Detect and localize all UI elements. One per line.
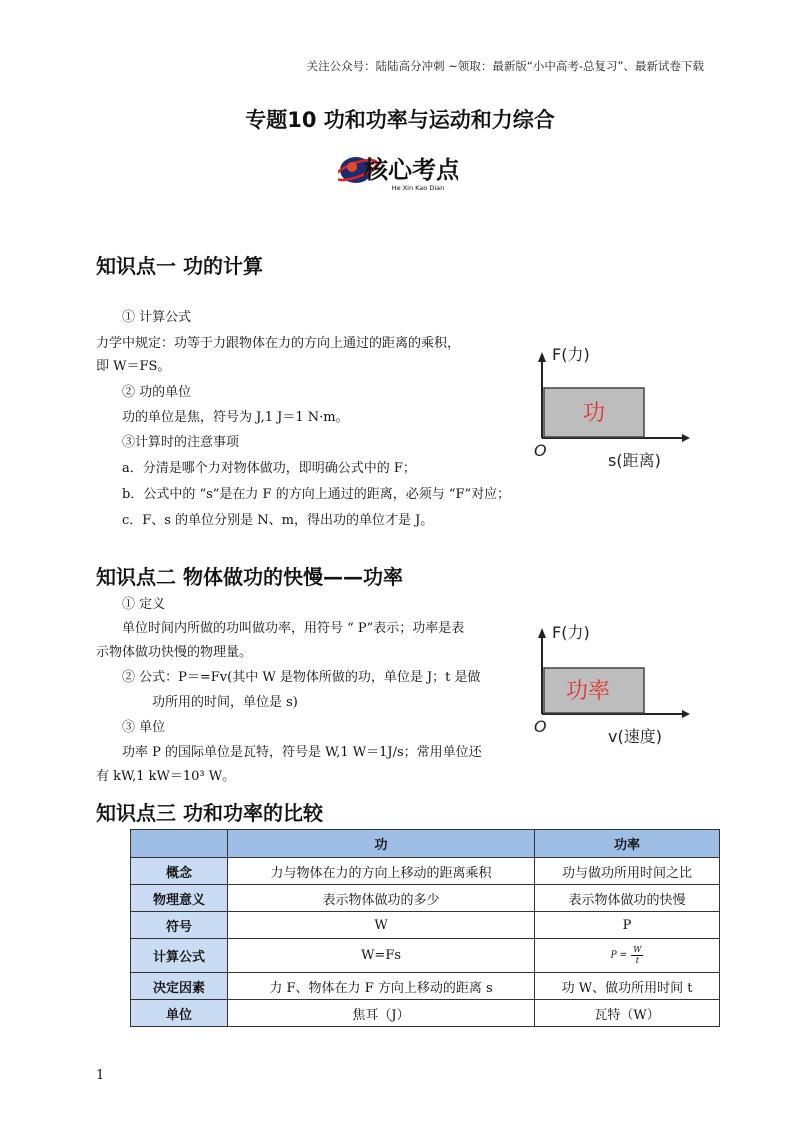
cell-work: W=Fs (228, 939, 535, 973)
cell-work: W (228, 912, 535, 939)
s1-line2: 力学中规定：功等于力跟物体在力的方向上通过的距离的乘积， (96, 336, 461, 351)
comparison-table (130, 829, 720, 1027)
s2-line3: 示物体做功快慢的物理量。 (96, 645, 253, 660)
s2-line2: 单位时间内所做的功叫做功率，用符号 “ P”表示；功率是表 (122, 621, 465, 636)
section2-heading: 知识点二 物体做功的快慢——功率 (96, 565, 403, 589)
y-axis-label: F(力) (552, 345, 590, 364)
row-label: 计算公式 (131, 939, 228, 973)
page-number: 1 (96, 1068, 105, 1083)
s1-line9: c．F、s 的单位分别是 N、m，得出功的单位才是 J。 (122, 513, 434, 528)
s1-line5: 功的单位是焦，符号为 J,1 J＝1 N·m。 (122, 410, 349, 425)
y-axis-label: F(力) (552, 623, 590, 642)
table-row (131, 939, 720, 973)
s2-line8: 有 kW,1 kW＝10³ W。 (96, 769, 236, 784)
section3-heading: 知识点三 功和功率的比较 (96, 801, 323, 825)
header-cell-work: 功 (228, 830, 535, 858)
s2-line7: 功率 P 的国际单位是瓦特，符号是 W,1 W＝1J/s；常用单位还 (122, 745, 482, 760)
table-row (131, 885, 720, 912)
cell-power: P (535, 912, 720, 939)
s1-line7: a．分清是哪个力对物体做功，即明确公式中的 F； (122, 461, 416, 476)
table-row (131, 973, 720, 1000)
logo (338, 148, 458, 192)
s1-line8: b．公式中的 “s”是在力 F 的方向上通过的距离，必须与 “F”对应； (122, 487, 511, 502)
work-diagram (530, 340, 690, 475)
s1-line6: ③计算时的注意事项 (122, 435, 240, 450)
cell-power: 瓦特（W） (535, 1000, 720, 1027)
cell-power-formula (535, 939, 720, 973)
y-axis-arrow (538, 628, 546, 638)
s2-line6: ③ 单位 (122, 720, 166, 735)
cell-power: 功与做功所用时间之比 (535, 858, 720, 885)
s2-line4: ② 公式：P＝=Fv(其中 W 是物体所做的功，单位是 J；t 是做 (122, 670, 481, 685)
origin-label: O (534, 441, 547, 460)
s1-line3: 即 W＝FS。 (96, 359, 171, 374)
table-row (131, 912, 720, 939)
origin-label: O (534, 717, 547, 736)
power-area-label: 功率 (565, 679, 611, 704)
cell-work: 力与物体在力的方向上移动的距离乘积 (228, 858, 535, 885)
section1-heading: 知识点一 功的计算 (96, 254, 263, 278)
y-axis-arrow (538, 352, 546, 362)
cell-work: 焦耳（J） (228, 1000, 535, 1027)
x-axis-label: v(速度) (608, 727, 662, 746)
row-label: 概念 (131, 858, 228, 885)
row-label: 符号 (131, 912, 228, 939)
work-area-label: 功 (582, 401, 606, 426)
header-cell-blank (131, 830, 228, 858)
cell-work: 表示物体做功的多少 (228, 885, 535, 912)
table-row (131, 858, 720, 885)
formula-lhs: P = (610, 950, 628, 961)
row-label: 决定因素 (131, 973, 228, 1000)
table-header-row (131, 830, 720, 858)
s2-line5: 功所用的时间，单位是 s) (152, 695, 298, 710)
s2-line1: ① 定义 (122, 597, 166, 612)
logo-graphic (338, 148, 458, 192)
page-title: 专题10 功和功率与运动和力综合 (245, 108, 555, 132)
table-row (131, 1000, 720, 1027)
header-cell-power: 功率 (535, 830, 720, 858)
x-axis-arrow (682, 710, 690, 718)
formula-fraction (631, 945, 643, 966)
formula-denominator: t (635, 956, 639, 965)
row-label: 单位 (131, 1000, 228, 1027)
logo-text: 核心考点 (364, 155, 458, 184)
s1-line4: ② 功的单位 (122, 385, 192, 400)
power-diagram (530, 616, 690, 751)
s1-line1: ① 计算公式 (122, 310, 192, 325)
x-axis-arrow (682, 434, 690, 442)
formula-numerator: W (633, 945, 642, 954)
logo-subtext: He Xin Kao Dian (391, 184, 445, 192)
cell-power: 表示物体做功的快慢 (535, 885, 720, 912)
cell-power: 功 W、做功所用时间 t (535, 973, 720, 1000)
cell-work: 力 F、物体在力 F 方向上移动的距离 s (228, 973, 535, 1000)
page-header: 关注公众号：陆陆高分冲刺 ~领取：最新版“小中高考-总复习”、最新试卷下载 (306, 59, 704, 73)
x-axis-label: s(距离) (608, 451, 661, 470)
row-label: 物理意义 (131, 885, 228, 912)
